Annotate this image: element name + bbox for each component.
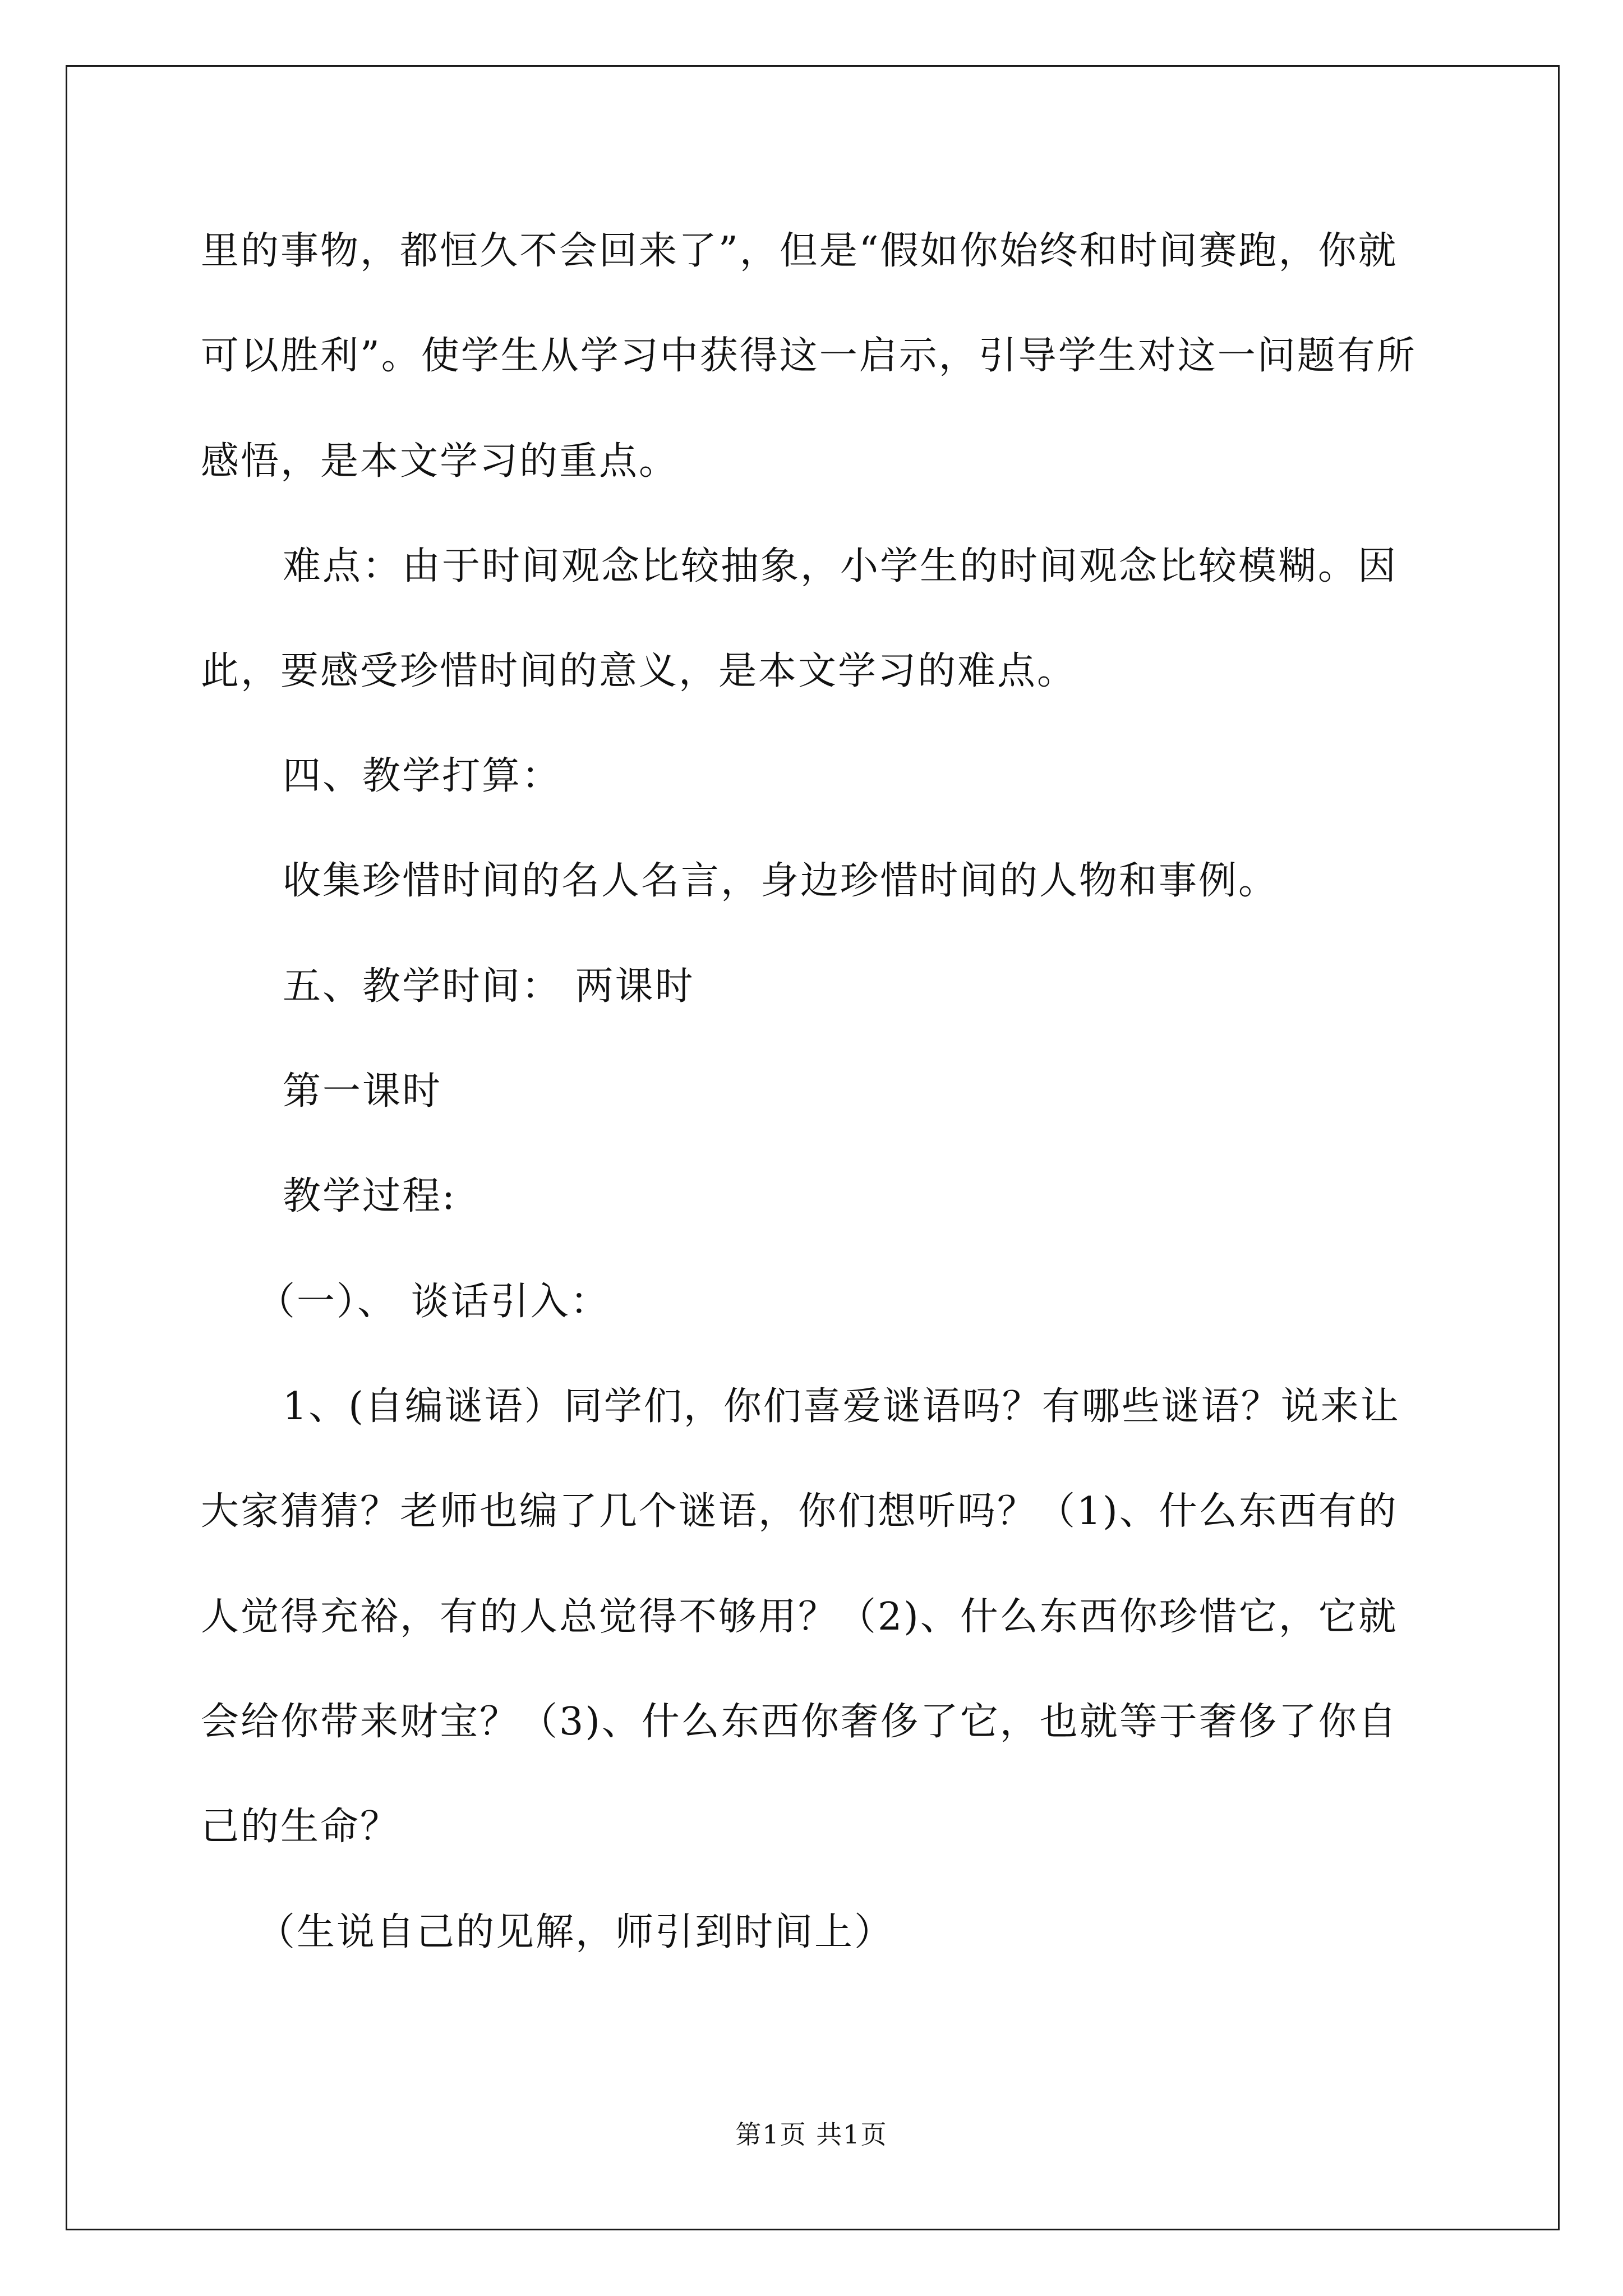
body-line: 大家猜猜？老师也编了几个谜语，你们想听吗？（1)、什么东西有的 [201,1489,1398,1534]
body-line: 收集珍惜时间的名人名言，身边珍惜时间的人物和事例。 [283,859,1279,903]
body-line: （生说自己的见解，师引到时间上） [257,1910,895,1954]
body-line: 会给你带来财宝？（3)、什么东西你奢侈了它，也就等于奢侈了你自 [201,1700,1398,1744]
page-number: 第1页 共1页 [735,2119,888,2150]
body-line: 此，要感受珍惜时间的意义，是本文学习的难点。 [201,649,1077,693]
lesson-heading: 第一课时 [283,1069,442,1114]
section-heading: 四、教学打算： [283,754,562,798]
process-heading: 教学过程: [283,1174,457,1218]
body-line: 感悟，是本文学习的重点。 [201,439,679,484]
body-line: 1、(自编谜语）同学们，你们喜爱谜语吗？有哪些谜语？说来让 [283,1384,1400,1429]
body-line: 己的生命？ [201,1805,400,1849]
body-line: 难点：由于时间观念比较抽象，小学生的时间观念比较模糊。因 [283,544,1398,588]
body-line: 里的事物，都恒久不会回来了”，但是“假如你始终和时间赛跑，你就 [201,229,1398,273]
body-line: 可以胜利”。使学生从学习中获得这一启示，引导学生对这一问题有所 [201,334,1417,378]
step-heading: （一）、 谈话引入： [257,1280,610,1324]
section-heading: 五、教学时间： 两课时 [283,964,695,1009]
body-line: 人觉得充裕，有的人总觉得不够用？（2)、什么东西你珍惜它，它就 [201,1595,1398,1639]
page-border [66,65,1560,2230]
